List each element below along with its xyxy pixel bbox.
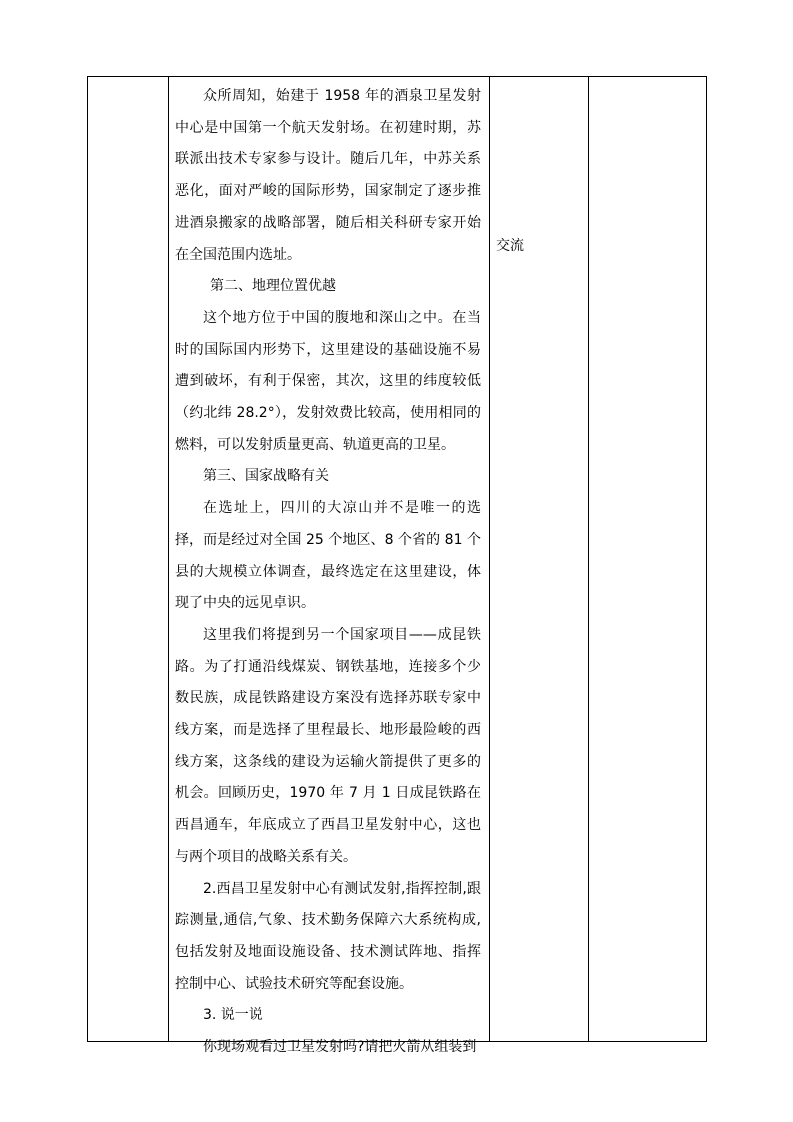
paragraph-railway: 这里我们将提到另一个国家项目——成昆铁路。为了打通沿线煤炭、钢铁基地，连接多个少数民族，成昆铁路建设方案没有选择苏联专家中线方案，而是选择了里程最长、地形最险峻的西线方案，这条线的建设为运输火箭提供了更多的机会。回顾历史，1970 年 7 月 1 日成昆铁路在西昌通车，年底成立了西昌卫星发射中心，这也与两个项目的战略关系有关。	[175, 626, 481, 865]
section-heading-geography: 第二、地理位置优越	[210, 278, 336, 295]
column-divider	[489, 77, 490, 1041]
lesson-table	[87, 76, 707, 1056]
lesson-content-cell	[168, 77, 489, 1064]
section-heading-strategy: 第三、国家战略有关	[203, 468, 329, 485]
paragraph-geography: 这个地方位于中国的腹地和深山之中。在当时的国际国内形势下，这里建设的基础设施不易遭到破坏，有利于保密，其次，这里的纬度较低（约北纬 28.2°），发射效费比较高，使用相同的燃料，可以发射质量更高、轨道更高的卫星。	[175, 309, 481, 453]
paragraph-systems: 2.西昌卫星发射中心有测试发射,指挥控制,跟踪测量,通信,气象、技术勤务保障六大系统构成,包括发射及地面设施设备、技术测试阵地、指挥控制中心、试验技术研究等配套设施。	[175, 880, 481, 992]
activity-label: 交流	[496, 238, 524, 254]
paragraph-intro: 众所周知，始建于 1958 年的酒泉卫星发射中心是中国第一个航天发射场。在初建时期，苏联派出技术专家参与设计。随后几年，中苏关系恶化，面对严峻的国际形势，国家制定了逐步推进酒泉搬家的战略部署，随后相关科研专家开始在全国范围内选址。	[175, 88, 481, 263]
section-heading-discuss: 3. 说一说	[203, 1007, 263, 1024]
paragraph-site-selection: 在选址上，四川的大凉山并不是唯一的选择，而是经过对全国 25 个地区、8 个省的 81 个县的大规模立体调查，最终选定在这里建设，体现了中央的远见卓识。	[175, 500, 481, 612]
paragraph-question: 你现场观看过卫星发射吗?请把火箭从组装到	[203, 1039, 477, 1056]
column-divider	[588, 77, 589, 1041]
